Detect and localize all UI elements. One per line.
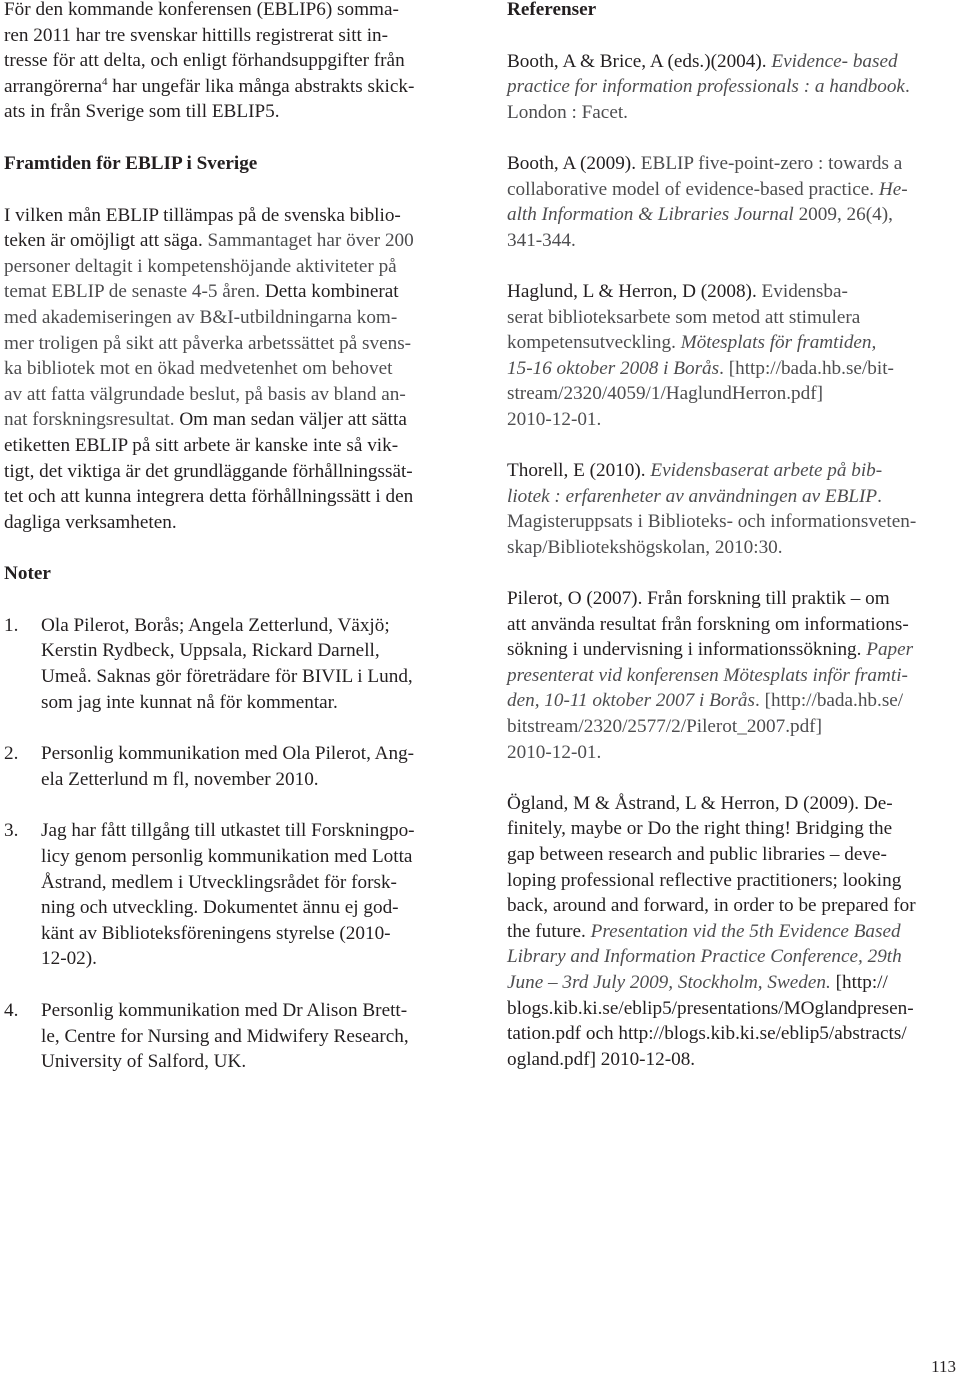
footnote-ref-4: 4 bbox=[102, 75, 108, 88]
page-number: 113 bbox=[931, 1357, 956, 1376]
reference-segment: Mötesplats för framtiden, 15-16 oktober 2008 i Borås bbox=[507, 332, 877, 379]
note-item bbox=[4, 998, 466, 1075]
body-segment: med akademiseringen av B&I-utbildningarna kom- mer troligen på sikt att påverka arbetssättet på svens- ka bibliotek mot en ökad medvetenhet om behovet av att fatta välgrundade beslut, på basis av bland an- nat forskningsresultat. bbox=[4, 306, 412, 431]
reference-entry bbox=[507, 586, 959, 765]
reference-segment: Booth, A & Brice, A (eds.)(2004). bbox=[507, 50, 772, 72]
body-segment: I vilken mån EBLIP tillämpas på de svenska biblio- teken är omöjligt att säga. bbox=[4, 204, 401, 252]
reference-entry bbox=[507, 151, 959, 253]
reference-segment: . London : Facet. bbox=[507, 76, 910, 123]
intro-line-2: ren 2011 har tre svenskar hittills registrerat sitt in- bbox=[4, 24, 389, 46]
reference-segment: . [http://bada.hb.se/ bitstream/2320/2577/2/Pilerot_2007.pdf] 2010-12-01. bbox=[507, 690, 904, 763]
reference-segment: EBLIP five-point-zero : towards a collaborative model of evidence-based practice. bbox=[507, 152, 903, 200]
reference-segment: Pilerot, O (2007). bbox=[507, 588, 648, 610]
note-number: 3. bbox=[4, 820, 19, 842]
reference-entry bbox=[507, 279, 959, 433]
reference-entry bbox=[507, 49, 959, 126]
note-item bbox=[4, 741, 466, 792]
intro-line-4b: har ungefär lika många abstrakts skick- bbox=[107, 75, 415, 97]
reference-segment: Från forskning till praktik – om att använda resultat från forskning om informations- sökning i undervisning i informationssökning. bbox=[507, 588, 909, 661]
section-heading: Framtiden för EBLIP i Sverige bbox=[4, 152, 258, 174]
reference-segment: Evidence- based practice for information professionals : a handbook bbox=[507, 50, 905, 98]
reference-entry bbox=[507, 458, 959, 560]
references-heading: Referenser bbox=[507, 0, 597, 20]
note-number: 4. bbox=[4, 1000, 19, 1021]
intro-paragraph bbox=[4, 0, 466, 125]
note-item bbox=[4, 818, 466, 972]
reference-segment: Booth, A (2009). bbox=[507, 152, 641, 174]
reference-segment: . [http://bada.hb.se/bit- stream/2320/4059/1/HaglundHerron.pdf] 2010-12-01. bbox=[507, 357, 894, 430]
reference-segment: Thorell, E (2010). bbox=[507, 460, 651, 482]
reference-segment: Haglund, L & Herron, D (2008). bbox=[507, 280, 762, 302]
note-text: Jag har fått tillgång till utkastet till Forskningpo- licy genom personlig kommunikation med Lotta Åstrand, medlem i Utvecklingsrådet för forsk- ning och utveckling. Dokumentet ännu ej god- känt av Biblioteksföreningens styrelse (2010- 12-02). bbox=[41, 820, 415, 970]
reference-entry bbox=[507, 791, 959, 1073]
reference-segment: Evidensbaserat arbete på bib- liotek : erfarenheter av användningen av EBLIP bbox=[507, 460, 883, 507]
reference-segment: Evidensba- serat biblioteksarbete som metod att stimulera kompetensutveckling. bbox=[507, 280, 861, 354]
note-item bbox=[4, 613, 466, 715]
notes-heading: Noter bbox=[4, 563, 51, 585]
reference-segment: He- alth Information & Libraries Journal bbox=[507, 178, 908, 226]
body-segment: Om man sedan väljer att sätta etiketten EBLIP på sitt arbete är kanske inte så vik- tigt, det viktiga är det grundläggande förhållningssät- tet och att kunna integrera detta förhållningssätt i den dagliga verksamheten. bbox=[4, 409, 414, 533]
notes-list bbox=[4, 613, 466, 1075]
references-list bbox=[507, 49, 959, 1073]
body-paragraph bbox=[4, 203, 466, 536]
intro-line-5: ats in från Sverige som till EBLIP5. bbox=[4, 101, 280, 123]
reference-segment: 2009, 26(4), 341-344. bbox=[507, 204, 893, 251]
intro-line-1: För den kommande konferensen (EBLIP6) somma- bbox=[4, 0, 399, 20]
body-segment: Detta kombinerat bbox=[264, 281, 399, 303]
right-column bbox=[507, 0, 959, 1098]
note-text: Personlig kommunikation med Ola Pilerot, Ang- ela Zetterlund m fl, november 2010. bbox=[41, 743, 415, 790]
reference-segment: [http:// blogs.kib.ki.se/eblip5/presentations/MOglandpresen- tation.pdf och http://blogs.kib.ki.se/eblip5/abstracts/ ogland.pdf] 2010-12-08. bbox=[507, 971, 914, 1070]
note-number: 1. bbox=[4, 614, 19, 636]
note-text: Ola Pilerot, Borås; Angela Zetterlund, Växjö; Kerstin Rydbeck, Uppsala, Rickard Darnell, Umeå. Saknas gör företrädare för BIVIL i Lund, som jag inte kunnat nå för kommentar. bbox=[41, 614, 413, 713]
intro-line-3: tresse för att delta, och enligt förhandsuppgifter från bbox=[4, 50, 405, 72]
intro-line-4a: arrangörerna bbox=[4, 75, 102, 97]
reference-segment: . Magisteruppsats i Biblioteks- och informationsveten- skap/Bibliotekshögskolan, 2010:30. bbox=[507, 485, 917, 558]
left-column bbox=[4, 0, 466, 1101]
reference-segment: Presentation vid the 5th Evidence Based Library and Information Practice Conference, 29th June – 3rd July 2009, Stockholm, Sweden. bbox=[507, 920, 902, 993]
body-segment: Sammantaget har över 200 personer deltagit i kompetenshöjande aktiviteter på temat EBLIP de senaste 4-5 åren. bbox=[4, 230, 414, 303]
note-number: 2. bbox=[4, 743, 19, 765]
reference-segment: Paper presenterat vid konferensen Mötesplats inför framti- den, 10-11 oktober 2007 i Borås bbox=[507, 639, 914, 712]
reference-segment: Ögland, M & Åstrand, L & Herron, D (2009). De- finitely, maybe or Do the right thing! Bridging the gap between research and public libraries – deve- loping professional reflective practitioners; looking back, around and forward, in order to be prepared for the future. bbox=[507, 792, 916, 942]
note-text: Personlig kommunikation med Dr Alison Brett- le, Centre for Nursing and Midwifery Research, University of Salford, UK. bbox=[41, 1000, 409, 1073]
